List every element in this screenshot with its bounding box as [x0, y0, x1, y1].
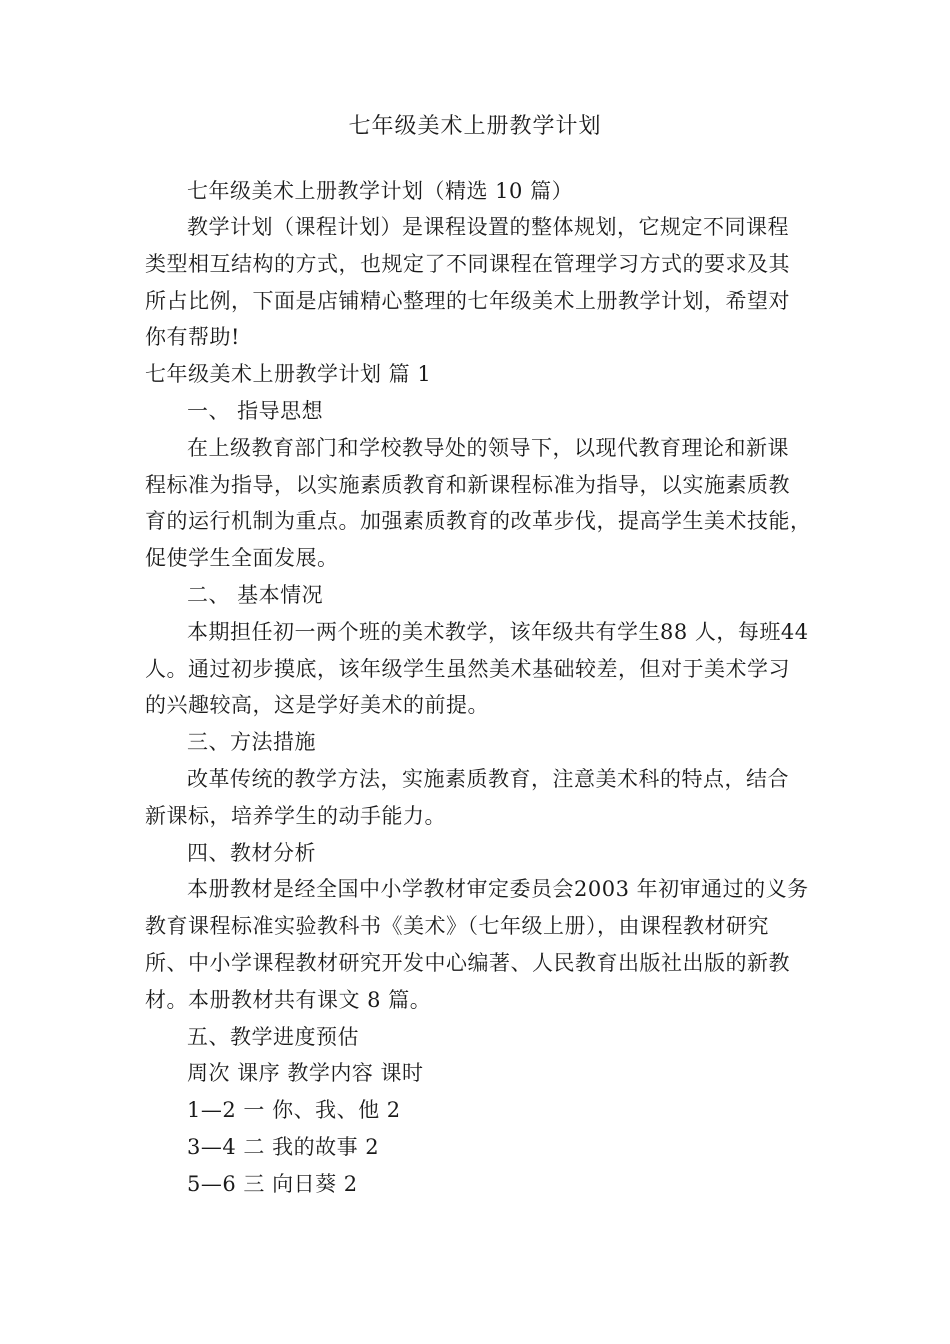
paragraph-line: 新课标，培养学生的动手能力。: [145, 804, 446, 828]
subsection-heading: 一、 指导思想: [187, 399, 324, 423]
paragraph-line: 本期担任初一两个班的美术教学，该年级共有学生88 人，每班44: [187, 620, 809, 644]
subtitle: 七年级美术上册教学计划（精选 10 篇）: [187, 179, 574, 203]
paragraph-line: 教育课程标准实验教科书《美术》（七年级上册），由课程教材研究: [145, 914, 769, 938]
paragraph-line: 材。本册教材共有课文 8 篇。: [145, 988, 432, 1012]
subsection-heading: 三、方法措施: [187, 730, 316, 754]
paragraph-line: 程标准为指导，以实施素质教育和新课程标准为指导，以实施素质教: [145, 473, 790, 497]
subsection-heading: 二、 基本情况: [187, 583, 324, 607]
paragraph-line: 在上级教育部门和学校教导处的领导下，以现代教育理论和新课: [187, 436, 789, 460]
paragraph-line: 人。通过初步摸底，该年级学生虽然美术基础较差，但对于美术学习: [145, 657, 790, 681]
schedule-row: 1—2 一 你、我、他 2: [187, 1098, 401, 1122]
subsection-heading: 四、教材分析: [187, 841, 316, 865]
subsection-heading: 五、教学进度预估: [187, 1025, 359, 1049]
schedule-row: 3—4 二 我的故事 2: [187, 1135, 380, 1159]
paragraph-line: 你有帮助!: [145, 325, 240, 349]
schedule-row: 5—6 三 向日葵 2: [187, 1172, 358, 1196]
paragraph-line: 育的运行机制为重点。加强素质教育的改革步伐，提高学生美术技能，: [145, 509, 812, 533]
paragraph-line: 改革传统的教学方法，实施素质教育，注意美术科的特点，结合: [187, 767, 789, 791]
paragraph-line: 类型相互结构的方式，也规定了不同课程在管理学习方式的要求及其: [145, 252, 790, 276]
paragraph-line: 教学计划（课程计划）是课程设置的整体规划，它规定不同课程: [187, 215, 789, 239]
document-title: 七年级美术上册教学计划: [348, 114, 602, 139]
paragraph-line: 所占比例，下面是店铺精心整理的七年级美术上册教学计划，希望对: [145, 289, 790, 313]
paragraph-line: 的兴趣较高，这是学好美术的前提。: [145, 693, 489, 717]
paragraph-line: 促使学生全面发展。: [145, 546, 339, 570]
section-heading: 七年级美术上册教学计划 篇 1: [145, 362, 432, 386]
paragraph-line: 本册教材是经全国中小学教材审定委员会2003 年初审通过的义务: [187, 877, 809, 901]
schedule-header: 周次 课序 教学内容 课时: [187, 1061, 424, 1085]
paragraph-line: 所、中小学课程教材研究开发中心编著、人民教育出版社出版的新教: [145, 951, 790, 975]
